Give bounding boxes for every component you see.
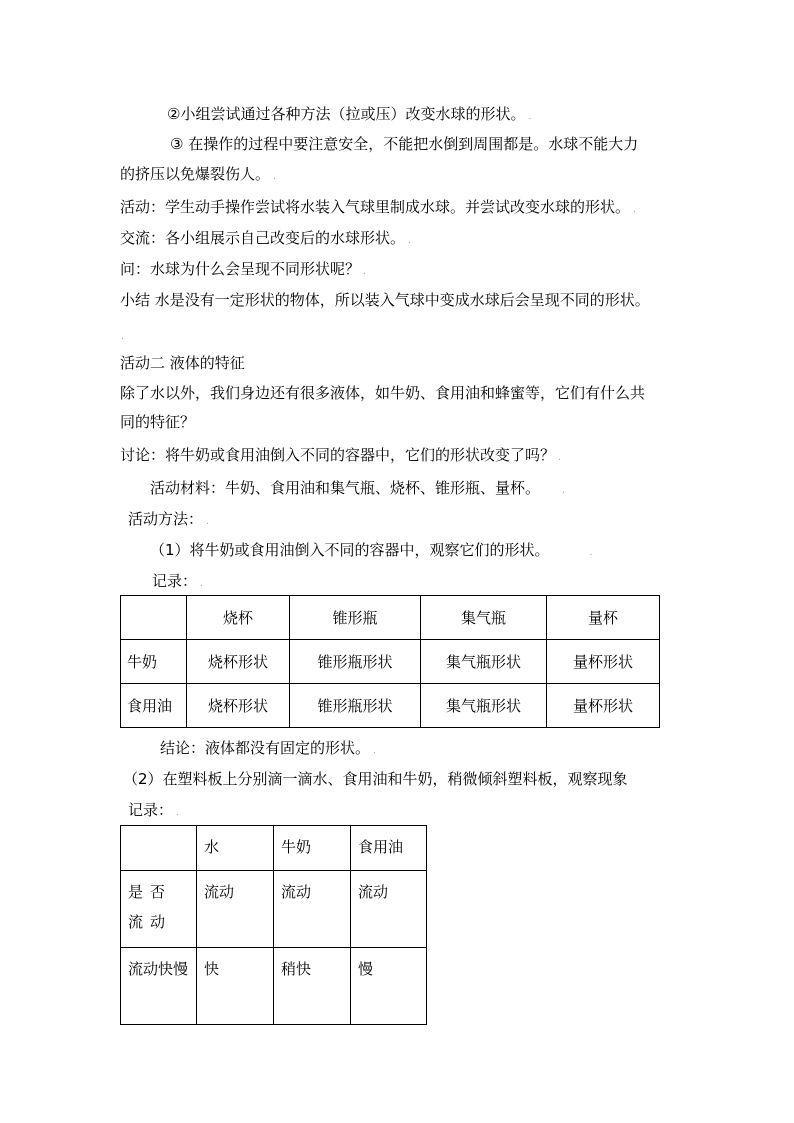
- step-2-line: ②小组尝试通过各种方法（拉或压）改变水球的形状。 .: [167, 105, 532, 123]
- method-step-1: （1）将牛奶或食用油倒入不同的容器中，观察它们的形状。 .: [150, 541, 593, 559]
- table-header-cell: 集气瓶: [421, 596, 547, 640]
- table-header-cell: 水: [197, 826, 274, 871]
- table-header-row: [121, 826, 427, 871]
- materials-line: 活动材料：牛奶、食用油和集气瓶、烧杯、锥形瓶、量杯。 .: [150, 479, 565, 497]
- table-row: [121, 948, 427, 1025]
- table-row: [121, 640, 660, 684]
- table-header-cell: 牛奶: [274, 826, 351, 871]
- table-cell: 锥形瓶形状: [290, 684, 421, 728]
- paragraph-mark: .: [200, 579, 203, 589]
- container-shape-table: [120, 595, 660, 728]
- paragraph-mark: .: [528, 112, 532, 122]
- table-row-header: 是否流动: [121, 871, 197, 948]
- section-heading: 活动二 液体的特征: [120, 354, 245, 372]
- paragraph-mark: .: [273, 172, 276, 182]
- table-cell: 流动: [274, 871, 351, 948]
- table-cell: 快: [197, 948, 274, 1025]
- discussion-line: 讨论：将牛奶或食用油倒入不同的容器中，它们的形状改变了吗？ .: [120, 446, 561, 464]
- table-header-row: [121, 596, 660, 640]
- paragraph-mark: .: [373, 746, 376, 756]
- paragraph-mark: .: [589, 548, 593, 558]
- table-row-header: 食用油: [121, 684, 187, 728]
- table-header-cell: 量杯: [547, 596, 660, 640]
- table-cell: 流动: [197, 871, 274, 948]
- table-cell: 流动: [351, 871, 427, 948]
- table-header-cell: 烧杯: [187, 596, 290, 640]
- table-row-header: 牛奶: [121, 640, 187, 684]
- summary-line: 小结 水是没有一定形状的物体，所以装入气球中变成水球后会呈现不同的形状。: [120, 291, 650, 309]
- table-row: [121, 684, 660, 728]
- table-cell: 烧杯形状: [187, 684, 290, 728]
- method-step-2: （2）在塑料板上分别滴一滴水、食用油和牛奶，稍微倾斜塑料板，观察现象: [123, 770, 628, 788]
- step-3-continuation: 的挤压以免爆裂伤人。 .: [120, 165, 276, 183]
- table-cell: 量杯形状: [547, 684, 660, 728]
- method-heading: 活动方法： .: [128, 510, 209, 528]
- paragraph-mark: .: [562, 486, 565, 496]
- intro-line-2: 同的特征？: [120, 413, 196, 431]
- flow-table: [120, 825, 427, 1025]
- table-cell: 稍快: [274, 948, 351, 1025]
- table-cell: 集气瓶形状: [421, 684, 547, 728]
- table-cell: 慢: [351, 948, 427, 1025]
- exchange-line: 交流：各小组展示自己改变后的水球形状。 .: [120, 229, 411, 247]
- paragraph-mark: .: [558, 453, 561, 463]
- table-cell: 集气瓶形状: [421, 640, 547, 684]
- question-line: 问：水球为什么会呈现不同形状呢？ .: [120, 260, 366, 278]
- paragraph-mark: .: [206, 517, 209, 527]
- activity-line: 活动：学生动手操作尝试将水装入气球里制成水球。并尝试改变水球的形状。 .: [120, 198, 636, 216]
- paragraph-mark: .: [408, 236, 411, 246]
- paragraph-mark-line: [118, 324, 124, 347]
- paragraph-mark: .: [633, 205, 636, 215]
- record-label-1: 记录： .: [152, 572, 203, 590]
- table-row: [121, 871, 427, 948]
- table-header-cell: 食用油: [351, 826, 427, 871]
- step-3-line: ③ 在操作的过程中要注意安全，不能把水倒到周围都是。水球不能大力: [170, 135, 639, 153]
- table-header-cell: 锥形瓶: [290, 596, 421, 640]
- conclusion-line: 结论：液体都没有固定的形状。 .: [160, 739, 376, 757]
- table-corner-cell: [121, 826, 197, 871]
- table-cell: 烧杯形状: [187, 640, 290, 684]
- paragraph-mark: .: [121, 332, 124, 342]
- table-cell: 量杯形状: [547, 640, 660, 684]
- paragraph-mark: .: [176, 808, 179, 818]
- table-cell: 锥形瓶形状: [290, 640, 421, 684]
- paragraph-mark: .: [363, 267, 366, 277]
- record-label-2: 记录： .: [128, 801, 179, 819]
- table-row-header: 流动快慢: [121, 948, 197, 1025]
- intro-line-1: 除了水以外，我们身边还有很多液体，如牛奶、食用油和蜂蜜等，它们有什么共: [120, 384, 646, 402]
- table-corner-cell: [121, 596, 187, 640]
